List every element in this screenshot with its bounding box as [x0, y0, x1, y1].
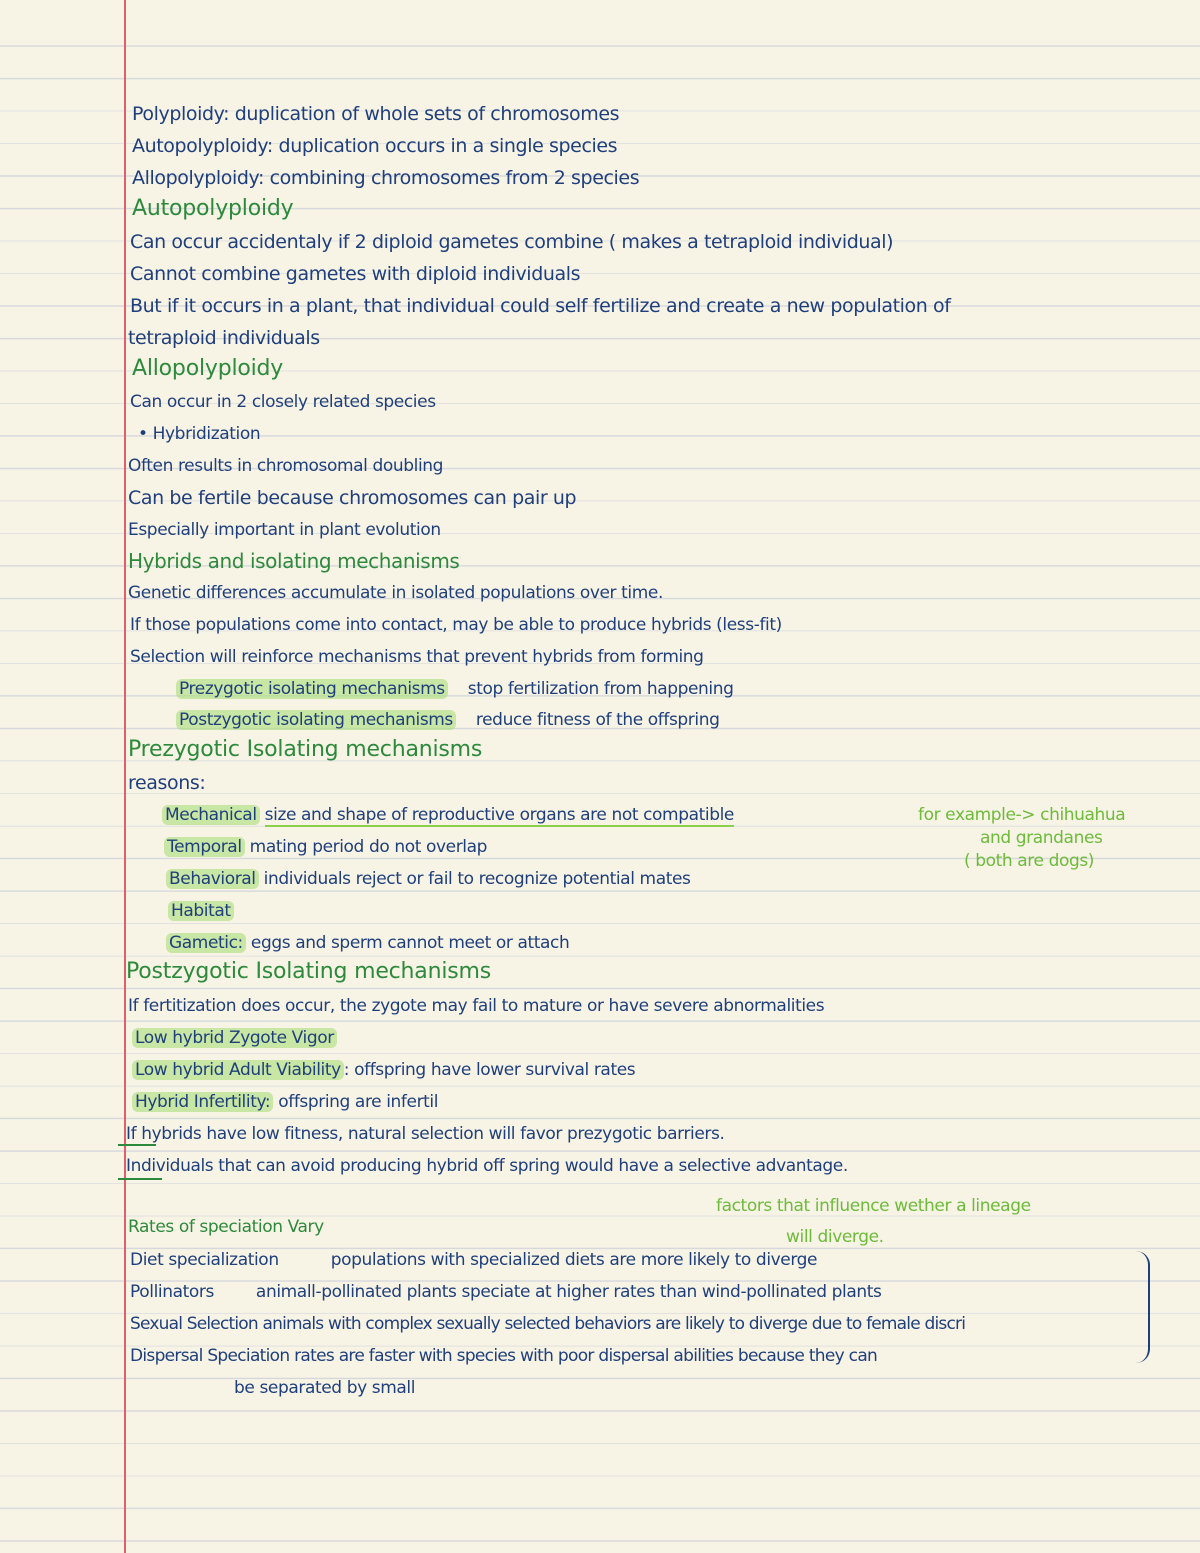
- note-line: But if it occurs in a plant, that individual could self fertilize and create a new population of: [130, 295, 951, 317]
- factor-label: Pollinators: [130, 1282, 214, 1302]
- reason-label: Mechanical: [162, 805, 260, 825]
- reason-mechanical: [162, 802, 734, 828]
- side-note-example: and grandanes: [980, 828, 1103, 848]
- reason-label: Behavioral: [166, 869, 259, 889]
- note-line: Autopolyploidy: duplication occurs in a single species: [132, 135, 618, 157]
- reason-label: Habitat: [168, 901, 234, 921]
- factor-label: Sexual Selection: [130, 1314, 258, 1334]
- factor-desc: Speciation rates are faster with species with poor dispersal abilities because they can: [207, 1346, 878, 1366]
- postzygotic-reason: [132, 1057, 635, 1083]
- note-line: tetraploid individuals: [128, 327, 320, 349]
- prezygotic-item: [176, 676, 734, 702]
- note-line: Allopolyploidy: combining chromosomes from 2 species: [132, 167, 640, 189]
- reason-desc: eggs and sperm cannot meet or attach: [250, 933, 570, 953]
- note-line: If fertitization does occur, the zygote may fail to mature or have severe abnormalities: [128, 996, 825, 1016]
- note-line: Especially important in plant evolution: [128, 520, 441, 540]
- note-line: If hybrids have low fitness, natural selection will favor prezygotic barriers.: [126, 1124, 725, 1144]
- postzygotic-desc: reduce fitness of the offspring: [475, 710, 720, 730]
- side-note-example: ( both are dogs): [964, 851, 1095, 871]
- note-line: Can occur in 2 closely related species: [130, 392, 436, 412]
- reason-gametic: [166, 930, 569, 956]
- reason-temporal: [164, 834, 487, 860]
- rate-factor-dispersal: [130, 1343, 877, 1369]
- postzygotic-reason: [132, 1089, 438, 1115]
- heading-prezygotic: Prezygotic Isolating mechanisms: [128, 737, 483, 762]
- side-note-factors: factors that influence wether a lineage: [716, 1196, 1031, 1216]
- reason-label: Low hybrid Adult Viability: [132, 1060, 344, 1080]
- heading-rates: Rates of speciation Vary: [128, 1217, 324, 1237]
- postzygotic-item: [176, 707, 719, 733]
- side-note-factors: will diverge.: [786, 1227, 884, 1247]
- note-line: Genetic differences accumulate in isolated populations over time.: [128, 583, 663, 603]
- heading-postzygotic: Postzygotic Isolating mechanisms: [126, 959, 491, 984]
- note-bullet: • Hybridization: [138, 424, 261, 444]
- side-note-example: for example-> chihuahua: [918, 805, 1126, 825]
- prezygotic-label: Prezygotic isolating mechanisms: [176, 679, 448, 699]
- rate-factor-diet: [130, 1247, 817, 1273]
- postzygotic-reason: [132, 1025, 337, 1051]
- reason-label: Low hybrid Zygote Vigor: [132, 1028, 337, 1048]
- rate-factor-sexual: [130, 1311, 965, 1337]
- heading-hybrids: Hybrids and isolating mechanisms: [128, 549, 460, 573]
- note-line: If those populations come into contact, may be able to produce hybrids (less-fit): [130, 615, 782, 635]
- heading-autopolyploidy: Autopolyploidy: [132, 196, 294, 221]
- factor-label: Diet specialization: [130, 1250, 279, 1270]
- postzygotic-label: Postzygotic isolating mechanisms: [176, 710, 456, 730]
- note-line: Polyploidy: duplication of whole sets of chromosomes: [132, 103, 620, 125]
- factor-desc: animals with complex sexually selected behaviors are likely to diverge due to female discri: [262, 1314, 966, 1334]
- reason-behavioral: [166, 866, 691, 892]
- reason-desc: mating period do not overlap: [249, 837, 488, 857]
- ink-underline: [118, 1144, 156, 1146]
- reason-desc: : offspring have lower survival rates: [343, 1060, 636, 1080]
- margin-line: [124, 0, 126, 1553]
- rate-factor-pollinators: [130, 1279, 881, 1305]
- note-line: Can be fertile because chromosomes can pair up: [128, 487, 577, 509]
- curly-brace: [1134, 1251, 1150, 1363]
- note-line: Can occur accidentaly if 2 diploid gametes combine ( makes a tetraploid individual): [130, 231, 894, 253]
- factor-label: Dispersal: [130, 1346, 203, 1366]
- factor-desc: animall-pollinated plants speciate at higher rates than wind-pollinated plants: [255, 1282, 882, 1302]
- note-line: Individuals that can avoid producing hybrid off spring would have a selective advantage.: [126, 1156, 848, 1176]
- factor-desc: populations with specialized diets are more likely to diverge: [330, 1250, 818, 1270]
- note-line: Selection will reinforce mechanisms that prevent hybrids from forming: [130, 647, 704, 667]
- note-line: reasons:: [128, 772, 206, 794]
- prezygotic-desc: stop fertilization from happening: [467, 679, 734, 699]
- reason-desc: size and shape of reproductive organs are not compatible: [264, 805, 734, 825]
- note-line: Often results in chromosomal doubling: [128, 456, 444, 476]
- reason-desc: individuals reject or fail to recognize potential mates: [263, 869, 691, 889]
- reason-desc: offspring are infertil: [278, 1092, 439, 1112]
- heading-allopolyploidy: Allopolyploidy: [132, 356, 284, 381]
- reason-habitat: [168, 898, 234, 924]
- note-line: Cannot combine gametes with diploid individuals: [130, 263, 581, 285]
- ink-underline: [118, 1178, 162, 1180]
- note-line: be separated by small: [234, 1378, 416, 1398]
- reason-label: Temporal: [164, 837, 245, 857]
- reason-label: Hybrid Infertility:: [132, 1092, 273, 1112]
- reason-label: Gametic:: [166, 933, 246, 953]
